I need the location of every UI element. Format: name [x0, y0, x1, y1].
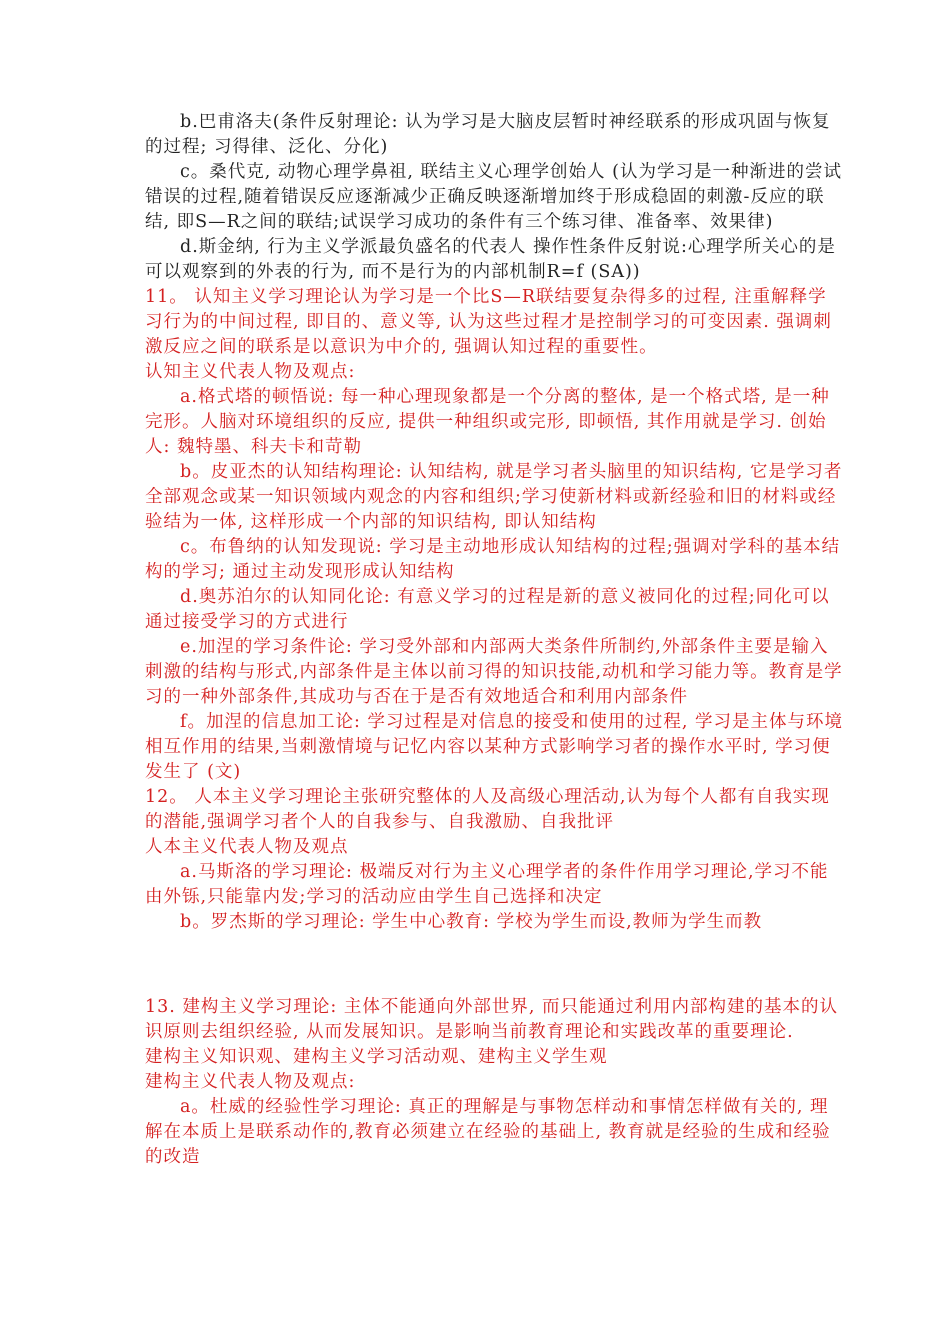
list-item-paragraph: c。桑代克, 动物心理学鼻祖, 联结主义心理学创始人 (认为学习是一种渐进的尝试错误的过程,随着错误反应逐渐减少正确反映逐渐增加终于形成稳固的刺激-反应的联结, 即S—R之间的联结;试误学习成功的条件有三个练习律、准备率、效果律): [145, 162, 842, 232]
section-paragraph: 11。 认知主义学习理论认为学习是一个比S—R联结要复杂得多的过程, 注重解释学习行为的中间过程, 即目的、意义等, 认为这些过程才是控制学习的可变因素. 强调刺激反应之间的联系是以意识为中介的, 强调认知过程的重要性。: [145, 287, 832, 357]
blank-line: [145, 953, 845, 978]
list-item-paragraph: b.巴甫洛夫(条件反射理论: 认为学习是大脑皮层暂时神经联系的形成巩固与恢复的过程; 习得律、泛化、分化): [145, 112, 831, 157]
list-item-paragraph: b。罗杰斯的学习理论: 学生中心教育: 学校为学生而设,教师为学生而教: [180, 912, 763, 932]
list-item-paragraph: d.斯金纳, 行为主义学派最负盛名的代表人 操作性条件反射说:心理学所关心的是可以观察到的外表的行为, 而不是行为的内部机制R=f (SA)): [145, 237, 836, 282]
section-paragraph: 建构主义知识观、建构主义学习活动观、建构主义学生观: [145, 1047, 608, 1067]
list-item-paragraph: a.格式塔的顿悟说: 每一种心理现象都是一个分离的整体, 是一个格式塔, 是一种完形。人脑对环境组织的反应, 提供一种组织或完形, 即顿悟, 其作用就是学习. 创始人: 魏特墨、科夫卡和苛勒: [145, 387, 830, 457]
section-paragraph: 12。 人本主义学习理论主张研究整体的人及高级心理活动,认为每个人都有自我实现的潜能,强调学习者个人的自我参与、自我激励、自我批评: [145, 787, 830, 832]
list-item-paragraph: a.马斯洛的学习理论: 极端反对行为主义心理学者的条件作用学习理论,学习不能由外铄,只能靠内发;学习的活动应由学生自己选择和决定: [145, 862, 829, 907]
list-item-paragraph: c。布鲁纳的认知发现说: 学习是主动地形成认知结构的过程;强调对学科的基本结构的学习; 通过主动发现形成认知结构: [145, 537, 841, 582]
list-item-paragraph: a。杜威的经验性学习理论: 真正的理解是与事物怎样动和事情怎样做有关的, 理解在本质上是联系动作的,教育必须建立在经验的基础上, 教育就是经验的生成和经验的改造: [145, 1097, 831, 1167]
list-item-paragraph: f。加涅的信息加工论: 学习过程是对信息的接受和使用的过程, 学习是主体与环境相互作用的结果,当刺激情境与记忆内容以某种方式影响学习者的操作水平时, 学习便发生了 (文): [145, 712, 844, 782]
section-paragraph: 建构主义代表人物及观点:: [145, 1072, 356, 1092]
list-item-paragraph: e.加涅的学习条件论: 学习受外部和内部两大类条件所制约,外部条件主要是输入刺激的结构与形式,内部条件是主体以前习得的知识技能,动机和学习能力等。教育是学习的一种外部条件,其成功与否在于是否有效地适合和利用内部条件: [145, 637, 843, 707]
list-item-paragraph: d.奥苏泊尔的认知同化论: 有意义学习的过程是新的意义被同化的过程;同化可以通过接受学习的方式进行: [145, 587, 830, 632]
section-paragraph: 人本主义代表人物及观点: [145, 837, 349, 857]
section-paragraph: 认知主义代表人物及观点:: [145, 362, 356, 382]
document-body: [145, 110, 845, 1170]
section-paragraph: 13. 建构主义学习理论: 主体不能通向外部世界, 而只能通过利用内部构建的基本的认识原则去组织经验, 从而发展知识。是影响当前教育理论和实践改革的重要理论.: [145, 997, 838, 1042]
list-item-paragraph: b。皮亚杰的认知结构理论: 认知结构, 就是学习者头脑里的知识结构, 它是学习者全部观念或某一知识领域内观念的内容和组织;学习使新材料或新经验和旧的材料或经验结为一体, 这样形成一个内部的知识结构, 即认知结构: [145, 462, 843, 532]
